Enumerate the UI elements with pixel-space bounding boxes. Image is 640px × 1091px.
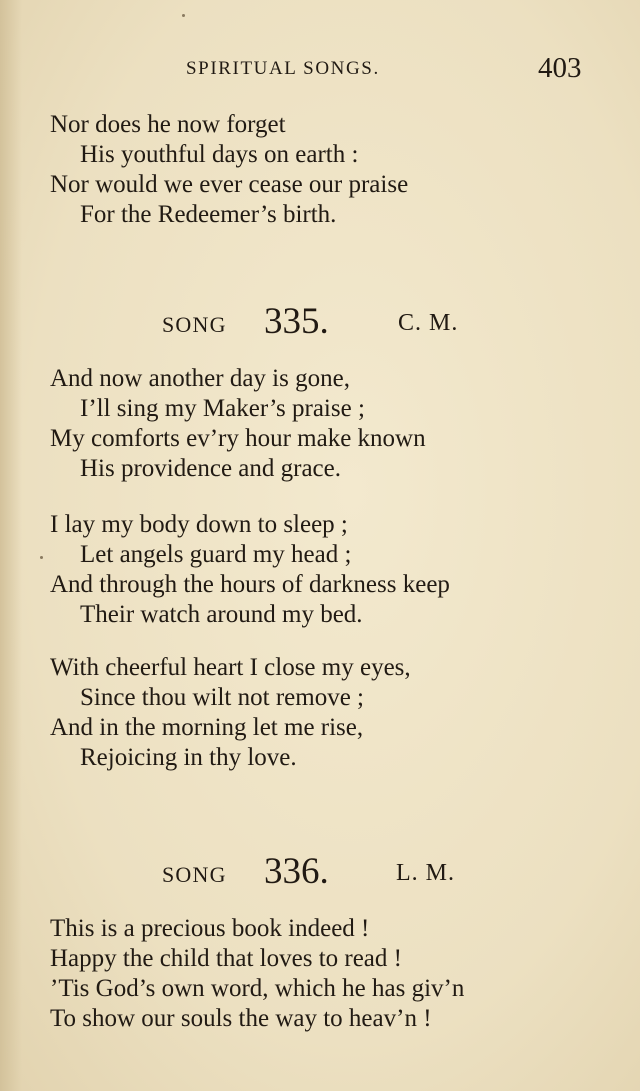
verse-line: Their watch around my bed. [80,601,363,628]
running-head: SPIRITUAL SONGS. [186,58,380,79]
verse-line: To show our souls the way to heav’n ! [50,1005,432,1032]
song-number: 336. [264,851,329,892]
page-header [0,52,640,88]
song-number: 335. [264,301,329,342]
song-meter: C. M. [398,310,459,336]
verse-line: His providence and grace. [80,455,341,482]
verse-line: And in the morning let me rise, [50,714,364,741]
verse-line: ’Tis God’s own word, which he has giv’n [50,975,465,1002]
verse-line: I lay my body down to sleep ; [50,511,348,538]
song-meter: L. M. [396,860,455,886]
song-heading [0,300,640,344]
paper-speck [182,14,185,17]
verse-line: With cheerful heart I close my eyes, [50,654,411,681]
verse-line: Nor does he now forget [50,111,286,138]
song-heading [0,850,640,894]
verse-line: I’ll sing my Maker’s praise ; [80,395,365,422]
song-label: SONG [162,862,227,887]
stanza [0,510,640,630]
verse-line: Nor would we ever cease our praise [50,171,409,198]
verse-line: Let angels guard my head ; [80,541,352,568]
stanza-continued [0,110,640,230]
verse-line: For the Redeemer’s birth. [80,201,337,228]
verse-line: And now another day is gone, [50,365,350,392]
verse-line: Happy the child that loves to read ! [50,945,402,972]
song-label: SONG [162,312,227,337]
stanza [0,364,640,484]
verse-line: This is a precious book indeed ! [50,915,370,942]
stanza [0,653,640,773]
verse-line: And through the hours of darkness keep [50,571,450,598]
page-number: 403 [538,52,582,84]
verse-line: His youthful days on earth : [80,141,359,168]
stanza [0,914,640,1034]
verse-line: Since thou wilt not remove ; [80,684,364,711]
verse-line: My comforts ev’ry hour make known [50,425,426,452]
verse-line: Rejoicing in thy love. [80,744,297,771]
